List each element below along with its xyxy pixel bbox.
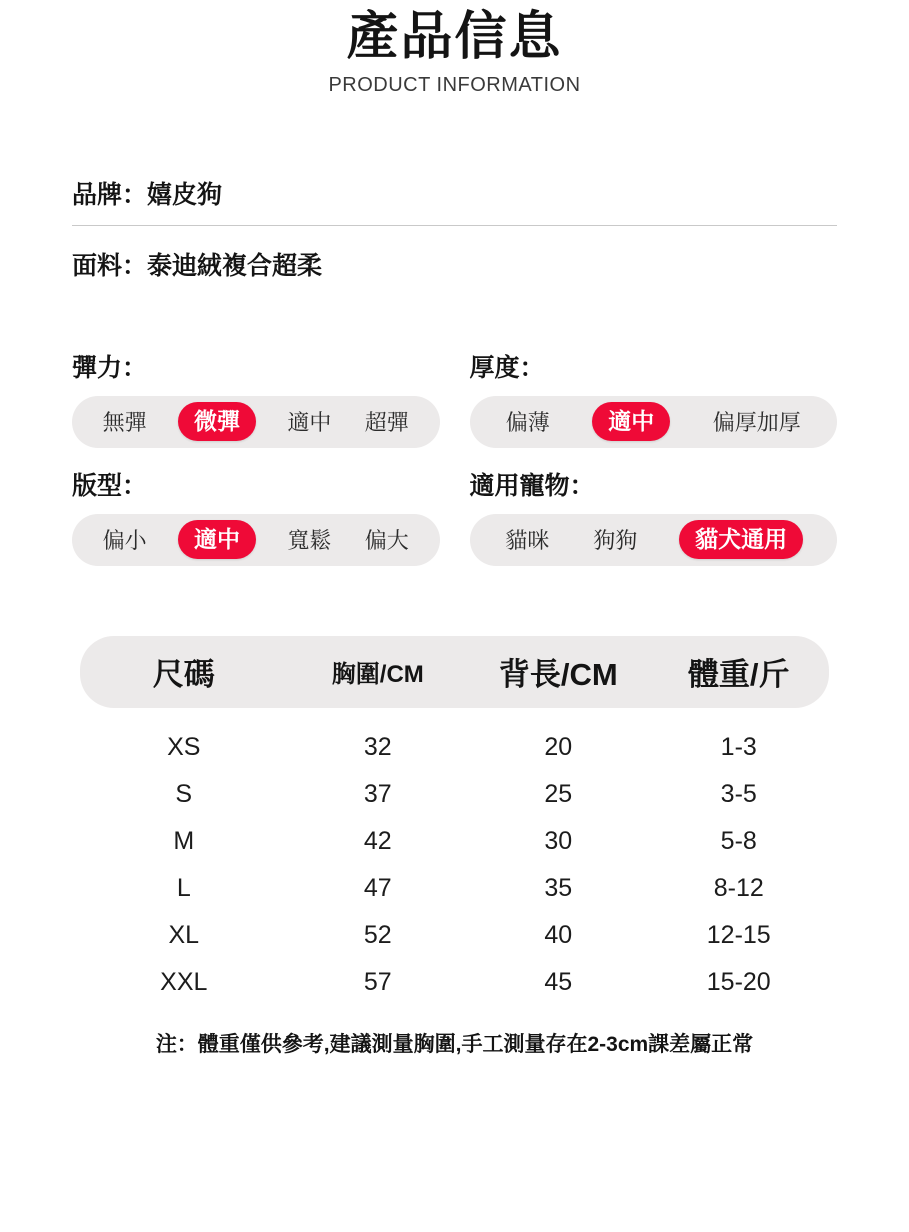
cell-chest: 47 <box>363 873 392 902</box>
option-thickness-2[interactable]: 偏厚加厚 <box>712 410 801 436</box>
cell-weight: 15-20 <box>706 967 771 996</box>
attribute-label: 彈力： <box>72 353 148 382</box>
brand-row: 品牌：嬉皮狗 <box>72 175 837 226</box>
option-pet-0[interactable]: 貓咪 <box>505 528 550 554</box>
attribute-grid <box>72 348 837 566</box>
cell-backlength: 45 <box>544 967 573 996</box>
cell-chest: 32 <box>363 732 392 761</box>
cell-size: S <box>175 779 193 808</box>
table-row <box>80 724 829 771</box>
page-header <box>0 0 909 97</box>
cell-size: XL <box>168 920 200 949</box>
attribute-label: 適用寵物： <box>469 471 595 500</box>
cell-size: M <box>173 826 195 855</box>
option-elasticity-1-selected[interactable]: 微彈 <box>178 402 256 441</box>
cell-backlength: 35 <box>544 873 573 902</box>
cell-chest: 52 <box>363 920 392 949</box>
table-row <box>80 959 829 1006</box>
size-table-header <box>80 636 829 708</box>
cell-backlength: 20 <box>544 732 573 761</box>
cell-backlength: 40 <box>544 920 573 949</box>
attribute-pet-type <box>470 466 838 566</box>
fabric-row: 面料：泰迪絨複合超柔 <box>72 251 323 280</box>
size-table-header-backlength: 背長/CM <box>498 657 618 693</box>
option-elasticity-3[interactable]: 超彈 <box>364 410 409 436</box>
option-fit-1-selected[interactable]: 適中 <box>178 520 256 559</box>
option-fit-0[interactable]: 偏小 <box>102 528 147 554</box>
table-row <box>80 865 829 912</box>
product-info-block <box>72 175 837 296</box>
cell-backlength: 25 <box>544 779 573 808</box>
attribute-thickness <box>470 348 838 448</box>
cell-size: L <box>176 873 191 902</box>
size-table-header-weight: 體重/斤 <box>687 657 790 693</box>
option-thickness-1-selected[interactable]: 適中 <box>592 402 670 441</box>
cell-chest: 42 <box>363 826 392 855</box>
attribute-label: 版型： <box>72 471 148 500</box>
cell-weight: 1-3 <box>720 732 757 761</box>
cell-weight: 5-8 <box>720 826 757 855</box>
option-bar-pet-type <box>470 514 838 566</box>
option-elasticity-0[interactable]: 無彈 <box>102 410 147 436</box>
option-elasticity-2[interactable]: 適中 <box>287 410 332 436</box>
table-row <box>80 771 829 818</box>
option-bar-fit <box>72 514 440 566</box>
cell-weight: 8-12 <box>713 873 764 902</box>
cell-size: XXL <box>160 967 208 996</box>
measurement-note: 注：體重僅供參考,建議測量胸圍,手工測量存在2-3cm課差屬正常 <box>155 1032 754 1056</box>
option-pet-2-selected[interactable]: 貓犬通用 <box>679 520 803 559</box>
option-bar-elasticity <box>72 396 440 448</box>
size-table <box>80 636 829 1006</box>
size-table-body <box>80 724 829 1006</box>
table-row <box>80 818 829 865</box>
cell-backlength: 30 <box>544 826 573 855</box>
page-title: 產品信息 <box>346 8 563 66</box>
option-fit-3[interactable]: 偏大 <box>364 528 409 554</box>
cell-weight: 3-5 <box>720 779 757 808</box>
cell-chest: 57 <box>363 967 392 996</box>
cell-size: XS <box>167 732 201 761</box>
cell-chest: 37 <box>363 779 392 808</box>
attribute-label: 厚度： <box>469 353 545 382</box>
size-table-header-chest: 胸圍/CM <box>331 661 424 689</box>
cell-weight: 12-15 <box>706 920 771 949</box>
attribute-fit <box>72 466 440 566</box>
option-bar-thickness <box>470 396 838 448</box>
option-pet-1[interactable]: 狗狗 <box>593 528 638 554</box>
table-row <box>80 912 829 959</box>
size-table-header-size: 尺碼 <box>152 657 215 693</box>
option-thickness-0[interactable]: 偏薄 <box>505 410 550 436</box>
option-fit-2[interactable]: 寬鬆 <box>287 528 332 554</box>
attribute-elasticity <box>72 348 440 448</box>
page-subtitle: PRODUCT INFORMATION <box>328 73 581 96</box>
